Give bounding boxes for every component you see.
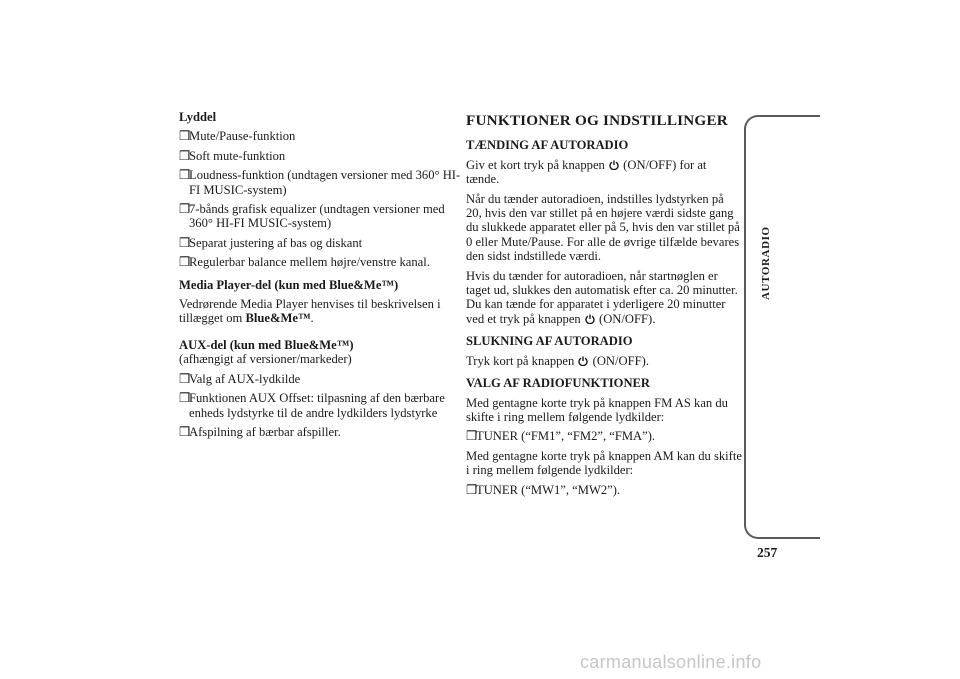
- list-item-text: Regulerbar balance mellem højre/venstre kanal.: [189, 255, 430, 270]
- checkbox-bullet: ❒: [179, 148, 191, 163]
- power-on-paragraph-2: Når du tænder autoradioen, indstilles lydstyrken på 20, hvis den var stillet på en højere værdi sidste gang du slukkede apparatet eller på 5, hvis den var stillet på 0 eller Mute/Pause. For alle de øvrige tilfælde bevares den sidst indstillede værdi.: [466, 191, 740, 264]
- list-item: [179, 255, 461, 269]
- power-on-paragraph-3: [466, 269, 742, 327]
- power-button-icon: [585, 314, 595, 324]
- list-item-text: Funktionen AUX Offset: tilpasning af den bærbare enheds lydstyrke til de andre lydkilders lydstyrke: [189, 391, 445, 420]
- media-player-text-body: Vedrørende Media Player henvises til beskrivelsen i tillægget om: [179, 297, 441, 326]
- list-item: [466, 483, 742, 497]
- media-player-heading: Media Player-del (kun med Blue&Me™): [179, 277, 399, 292]
- list-item-text: Valg af AUX-lydkilde: [189, 371, 301, 386]
- radio-paragraph-2: Med gentagne korte tryk på knappen AM kan du skifte i ring mellem følgende lydkilder:: [466, 448, 742, 478]
- checkbox-bullet: ❒: [179, 168, 191, 183]
- checkbox-bullet: ❒: [179, 202, 191, 217]
- list-item: [179, 168, 461, 197]
- list-item: [179, 149, 461, 163]
- watermark: carmanualsonline.info: [580, 652, 762, 672]
- aux-subheading: (afhængigt af versioner/markeder): [179, 352, 352, 367]
- checkbox-bullet: ❒: [179, 129, 191, 144]
- power-button-icon: [578, 356, 588, 366]
- media-player-text: [179, 297, 461, 326]
- aux-heading: AUX-del (kun med Blue&Me™): [179, 337, 354, 352]
- power-on-heading: TÆNDING AF AUTORADIO: [466, 138, 629, 153]
- list-item-text: Loudness-funktion (undtagen versioner med 360° HI-FI MUSIC-system): [189, 168, 461, 197]
- right-column: [466, 110, 742, 502]
- power-off-text-b: (ON/OFF).: [592, 353, 649, 368]
- list-item-text: Separat justering af bas og diskant: [189, 235, 363, 250]
- list-item: [179, 391, 461, 420]
- list-item-text: TUNER (“MW1”, “MW2”).: [476, 482, 621, 497]
- list-item: [466, 429, 742, 443]
- list-item: [179, 202, 461, 231]
- lyddel-heading: Lyddel: [179, 110, 217, 124]
- blue-me-label: Blue&Me™: [245, 311, 311, 326]
- list-item-text: Afspilning af bærbar afspiller.: [189, 424, 341, 439]
- power-off-heading: SLUKNING AF AUTORADIO: [466, 334, 633, 349]
- checkbox-bullet: ❒: [179, 255, 191, 270]
- power-on-text-b: (ON/OFF) for at tænde.: [466, 157, 707, 187]
- list-item-text: TUNER (“FM1”, “FM2”, “FMA”).: [476, 429, 656, 444]
- power-button-icon: [609, 160, 619, 170]
- list-item-text: 7-bånds grafisk equalizer (undtagen versioner med 360° HI-FI MUSIC-system): [189, 202, 445, 231]
- power-off-paragraph: [466, 354, 742, 368]
- list-item-text: Mute/Pause-funktion: [189, 129, 296, 144]
- list-item: [179, 372, 461, 386]
- media-player-text-end: .: [310, 311, 314, 326]
- checkbox-bullet: ❒: [179, 391, 191, 406]
- checkbox-bullet: ❒: [179, 235, 191, 250]
- checkbox-bullet: ❒: [179, 424, 191, 439]
- list-item: [179, 129, 461, 143]
- list-item-text: Soft mute-funktion: [189, 148, 286, 163]
- list-item: [179, 425, 461, 439]
- section-title: FUNKTIONER OG INDSTILLINGER: [466, 112, 728, 129]
- power-on-paragraph-1: [466, 158, 742, 187]
- checkbox-bullet: ❒: [466, 482, 478, 497]
- power-on-text-a: Giv et kort tryk på knappen: [466, 157, 605, 172]
- chapter-tab-label: AUTORADIO: [760, 226, 772, 300]
- radio-functions-heading: VALG AF RADIOFUNKTIONER: [466, 376, 651, 391]
- checkbox-bullet: ❒: [466, 429, 478, 444]
- checkbox-bullet: ❒: [179, 371, 191, 386]
- radio-paragraph-1: Med gentagne korte tryk på knappen FM AS kan du skifte i ring mellem følgende lydkilder:: [466, 395, 728, 424]
- page-number: 257: [757, 545, 778, 560]
- power-on-text-c: Hvis du tænder for autoradioen, når startnøglen er taget ud, slukkes den automatisk efter ca. 20 minutter. Du kan tænde for apparatet i yderligere 20 minutter ved et tryk på knappen: [466, 268, 738, 326]
- chapter-tab: [744, 115, 820, 539]
- left-column: [179, 110, 461, 444]
- power-on-text-d: (ON/OFF).: [599, 311, 656, 326]
- list-item: [179, 236, 461, 250]
- power-off-text-a: Tryk kort på knappen: [466, 353, 575, 368]
